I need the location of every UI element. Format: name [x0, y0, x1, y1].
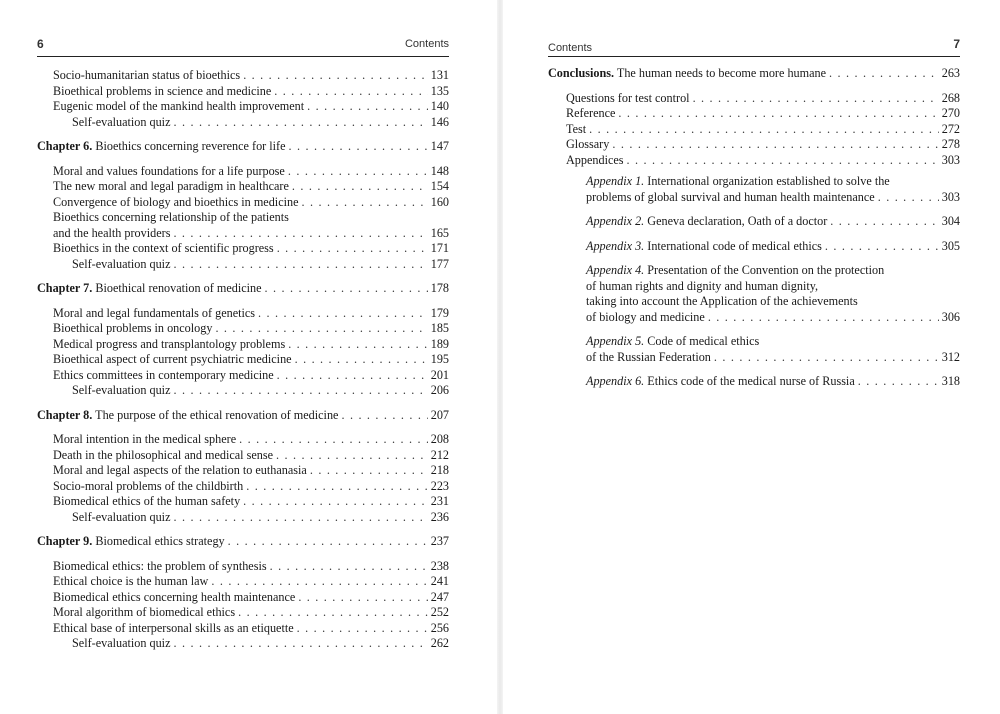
toc-entry-quiz[interactable]: Self-evaluation quiz . . . 262 — [53, 636, 449, 652]
toc-entry[interactable]: Moral algorithm of biomedical ethics . . . 252 — [53, 605, 449, 621]
appendix-line: Appendix 5. Code of medical ethics — [586, 334, 760, 348]
toc-entry[interactable]: Convergence of biology and bioethics in medicine . . . 160 — [53, 195, 449, 211]
toc-entry-quiz[interactable]: Self-evaluation quiz . . . 206 — [53, 383, 449, 399]
toc-entry[interactable]: Death in the philosophical and medical sense . . . 212 — [53, 448, 449, 464]
running-title: Contents — [548, 42, 593, 54]
appendix-list — [548, 168, 960, 390]
toc-entry[interactable]: Medical progress and transplantology problems . . . 189 — [53, 337, 449, 353]
toc-entry[interactable]: and the health providers . . . 165 — [53, 226, 449, 242]
toc-entry-quiz[interactable]: Self-evaluation quiz . . . 177 — [53, 257, 449, 273]
toc-left — [37, 68, 449, 652]
toc-entry[interactable]: Questions for test control . . . 268 — [566, 91, 960, 107]
toc-chapter-7[interactable]: Chapter 7. Bioethical renovation of medicine . . . 178 — [37, 281, 449, 297]
toc-entry[interactable]: Bioethics in the context of scientific progress . . . 171 — [53, 241, 449, 257]
toc-appendix-4[interactable]: of biology and medicine . . . 306 — [586, 310, 960, 326]
header-rule — [548, 56, 960, 57]
toc-entry-line: Bioethics concerning relationship of the patients — [53, 210, 289, 224]
toc-entry[interactable]: Biomedical ethics concerning health maintenance . . . 247 — [53, 590, 449, 606]
right-page — [500, 0, 1000, 714]
running-title: Contents — [404, 38, 449, 50]
toc-entry[interactable]: Bioethical problems in science and medicine . . . 135 — [53, 84, 449, 100]
appendix-line: of human rights and dignity and human dignity, — [586, 278, 819, 293]
toc-entry[interactable]: Biomedical ethics of the human safety . . . 231 — [53, 494, 449, 510]
toc-entry[interactable]: Ethics committees in contemporary medicine . . . 201 — [53, 368, 449, 384]
page-number: 6 — [37, 37, 44, 51]
toc-entry[interactable]: Bioethical problems in oncology . . . 185 — [53, 321, 449, 337]
toc-conclusions[interactable]: Conclusions. The human needs to become more humane . . . 263 — [548, 66, 960, 82]
toc-appendix-1[interactable]: problems of global survival and human health maintenance . . . 303 — [586, 190, 960, 206]
toc-appendix-3[interactable]: Appendix 3. International code of medical ethics . . . 305 — [586, 239, 960, 255]
toc-entry[interactable]: Socio-moral problems of the childbirth . . . 223 — [53, 479, 449, 495]
toc-entry-quiz[interactable]: Self-evaluation quiz . . . 236 — [53, 510, 449, 526]
header-rule — [37, 56, 449, 57]
page-number: 7 — [953, 37, 960, 51]
toc-entry[interactable]: Appendices . . . 303 — [566, 153, 960, 169]
appendix-line: Appendix 1. International organization established to solve the — [586, 174, 890, 188]
toc-entry[interactable]: Moral and values foundations for a life purpose . . . 148 — [53, 164, 449, 180]
toc-entry[interactable]: Reference . . . 270 — [566, 106, 960, 122]
toc-entry[interactable]: The new moral and legal paradigm in healthcare . . . 154 — [53, 179, 449, 195]
toc-appendix-6[interactable]: Appendix 6. Ethics code of the medical nurse of Russia . . . 318 — [586, 374, 960, 390]
toc-chapter-6[interactable]: Chapter 6. Bioethics concerning reverence for life . . . 147 — [37, 139, 449, 155]
toc-entry[interactable]: Bioethical aspect of current psychiatric medicine . . . 195 — [53, 352, 449, 368]
toc-entry[interactable]: Test . . . 272 — [566, 122, 960, 138]
toc-entry[interactable]: Moral and legal fundamentals of genetics . . . 179 — [53, 306, 449, 322]
toc-entry[interactable]: Moral and legal aspects of the relation to euthanasia . . . 218 — [53, 463, 449, 479]
toc-chapter-9[interactable]: Chapter 9. Biomedical ethics strategy . . . 237 — [37, 534, 449, 550]
toc-appendix-5[interactable]: of the Russian Federation . . . 312 — [586, 350, 960, 366]
toc-chapter-8[interactable]: Chapter 8. The purpose of the ethical renovation of medicine . . . 207 — [37, 408, 449, 424]
toc-entry[interactable]: Socio-humanitarian status of bioethics . . . 131 — [53, 68, 449, 84]
appendix-line: Appendix 4. Presentation of the Convention on the protection — [586, 263, 885, 277]
toc-entry[interactable]: Moral intention in the medical sphere . . . 208 — [53, 432, 449, 448]
toc-entry[interactable]: Biomedical ethics: the problem of synthesis . . . 238 — [53, 559, 449, 575]
toc-entry[interactable]: Ethical base of interpersonal skills as an etiquette . . . 256 — [53, 621, 449, 637]
toc-entry-quiz[interactable]: Self-evaluation quiz . . . 146 — [53, 115, 449, 131]
toc-entry[interactable]: Glossary . . . 278 — [566, 137, 960, 153]
right-page-header — [548, 38, 960, 54]
left-page-header — [37, 38, 449, 54]
appendix-line: taking into account the Application of the achievements — [586, 294, 858, 308]
toc-entry[interactable]: Eugenic model of the mankind health improvement . . . 140 — [53, 99, 449, 115]
toc-right — [548, 66, 960, 390]
toc-appendix-2[interactable]: Appendix 2. Geneva declaration, Oath of a doctor . . . 304 — [586, 214, 960, 230]
toc-entry[interactable]: Ethical choice is the human law . . . 241 — [53, 574, 449, 590]
